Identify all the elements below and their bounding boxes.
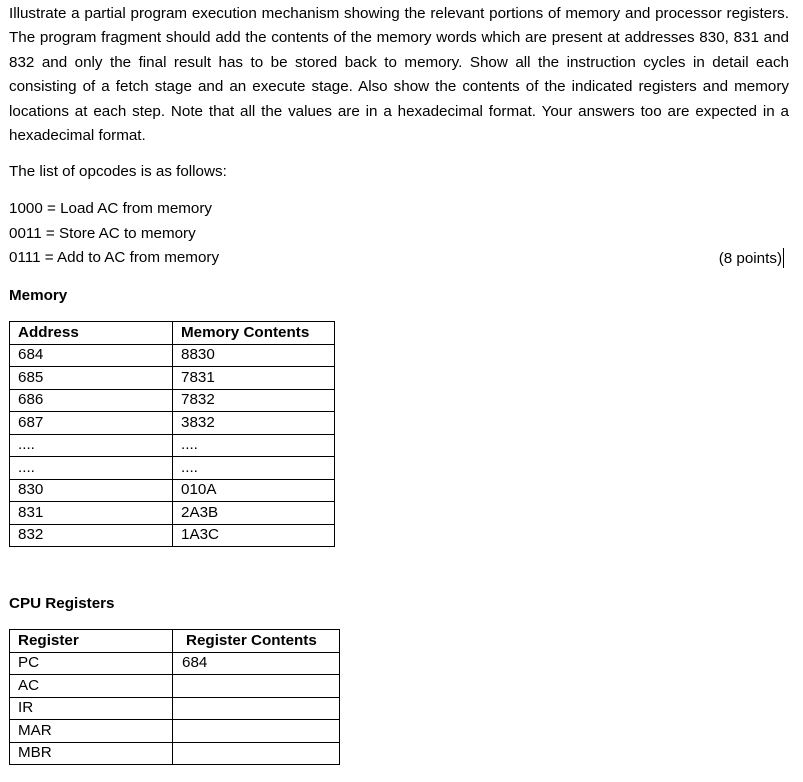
memory-content: 7832 [173,389,335,412]
opcode-list-title: The list of opcodes is as follows: [9,163,227,180]
register-content: 684 [173,652,340,675]
register-content [173,742,340,765]
memory-content: .... [173,457,335,480]
memory-heading: Memory [9,287,68,304]
points-label [719,248,784,269]
memory-address-header: Address [10,322,173,345]
registers-heading: CPU Registers [9,595,115,612]
table-row [10,720,340,743]
memory-address: 684 [10,344,173,367]
memory-content: 010A [173,479,335,502]
register-name: PC [10,652,173,675]
register-name: MAR [10,720,173,743]
memory-content: .... [173,434,335,457]
table-row [10,697,340,720]
memory-contents-header: Memory Contents [173,322,335,345]
opcode-item-add: 0111 = Add to AC from memory [9,249,220,266]
memory-content: 2A3B [173,502,335,525]
problem-statement: Illustrate a partial program execution mechanism showing the relevant portions of memory and processor registers. The program fragment should add the contents of the memory words which are present at addresses 830, 831 and 832 and only the final result has to be stored back to memory. Show all the instruction cycles in detail each consisting of a fetch stage and an execute stage. Also show the contents of the indicated registers and memory locations at each step. Note that all the values are in a hexadecimal format. Your answers too are expected in a hexadecimal format. [9,5,789,145]
memory-address: .... [10,457,173,480]
points-text: (8 points) [718,250,782,267]
memory-address: 685 [10,367,173,390]
register-contents-header: Register Contents [173,630,340,653]
memory-table [9,321,335,547]
table-row [10,479,335,502]
opcode-item-load: 1000 = Load AC from memory [9,200,213,217]
memory-content: 3832 [173,412,335,435]
table-row [10,367,335,390]
table-row [10,457,335,480]
memory-content: 1A3C [173,524,335,547]
register-name: AC [10,675,173,698]
memory-address: .... [10,434,173,457]
opcode-item-store: 0011 = Store AC to memory [9,225,196,242]
memory-content: 8830 [173,344,335,367]
table-row [10,434,335,457]
memory-content: 7831 [173,367,335,390]
registers-table [9,629,340,765]
register-name-header: Register [10,630,173,653]
memory-address: 830 [10,479,173,502]
memory-address: 831 [10,502,173,525]
table-row [10,412,335,435]
table-row [10,524,335,547]
memory-address: 687 [10,412,173,435]
register-content [173,697,340,720]
registers-table-header [10,630,340,653]
table-row [10,652,340,675]
table-row [10,344,335,367]
memory-address: 832 [10,524,173,547]
memory-table-header [10,322,335,345]
register-name: IR [10,697,173,720]
table-row [10,389,335,412]
table-row [10,502,335,525]
register-content [173,720,340,743]
table-row [10,742,340,765]
register-content [173,675,340,698]
text-cursor [783,248,784,268]
table-row [10,675,340,698]
register-name: MBR [10,742,173,765]
memory-address: 686 [10,389,173,412]
